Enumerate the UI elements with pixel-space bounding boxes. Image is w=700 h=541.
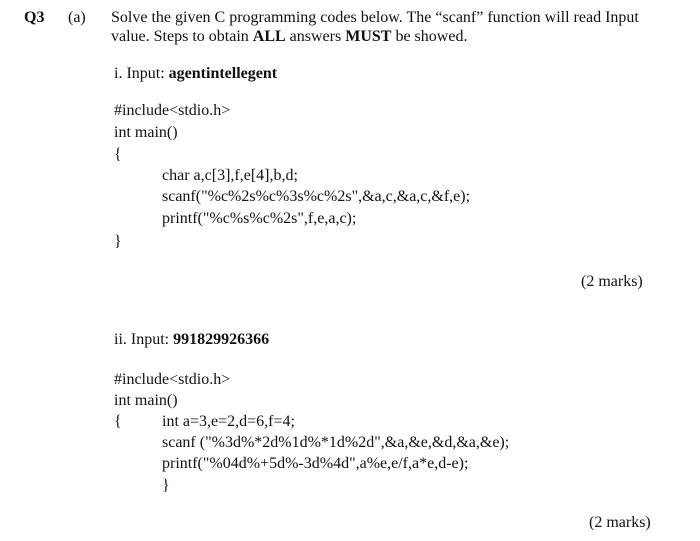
code-line-close-brace: } — [114, 233, 122, 250]
code-line-scanf: scanf("%c%2s%c%3s%c%2s",&a,c,&a,c,&f,e); — [162, 188, 471, 205]
code-line-main: int main() — [114, 392, 178, 409]
code-line-include: #include<stdio.h> — [114, 102, 231, 119]
part-i-input-label — [114, 64, 277, 83]
code-line-main: int main() — [114, 124, 178, 141]
part-ii-marks: (2 marks) — [589, 514, 651, 531]
question-number: Q3 — [24, 9, 45, 26]
part-ii-label: ii. Input: — [114, 331, 174, 348]
code-line-open-brace: { — [114, 146, 122, 163]
instruction-text: answers — [285, 28, 346, 45]
code-line-scanf: scanf ("%3d%*2d%1d%*1d%2d",&a,&e,&d,&a,&e); — [162, 434, 510, 451]
code-line-printf: printf("%04d%+5d%-3d%4d",a%e,e/f,a*e,d-e); — [162, 455, 469, 472]
part-i-input-value: agentintellegent — [168, 65, 278, 82]
code-line-close-brace: } — [162, 477, 170, 494]
code-line-include: #include<stdio.h> — [114, 371, 231, 388]
instruction-text: value. Steps to obtain — [111, 28, 253, 45]
instruction-text: be showed. — [391, 28, 468, 45]
instruction-line-1: Solve the given C programming codes below. The “scanf” function will read Input — [111, 9, 639, 26]
instruction-emphasis-all: ALL — [252, 28, 286, 45]
code-line-open-brace: { — [114, 413, 122, 430]
code-line-declaration: int a=3,e=2,d=6,f=4; — [162, 413, 295, 430]
part-i-label: i. Input: — [114, 65, 169, 82]
instruction-emphasis-must: MUST — [345, 28, 392, 45]
instruction-line-2 — [111, 27, 467, 46]
part-ii-input-value: 991829926366 — [173, 331, 270, 348]
part-ii-input-label — [114, 330, 269, 349]
part-i-marks: (2 marks) — [581, 273, 643, 290]
question-part: (a) — [68, 9, 86, 26]
code-line-declaration: char a,c[3],f,e[4],b,d; — [162, 167, 298, 184]
code-line-printf: printf("%c%s%c%2s",f,e,a,c); — [162, 210, 357, 227]
